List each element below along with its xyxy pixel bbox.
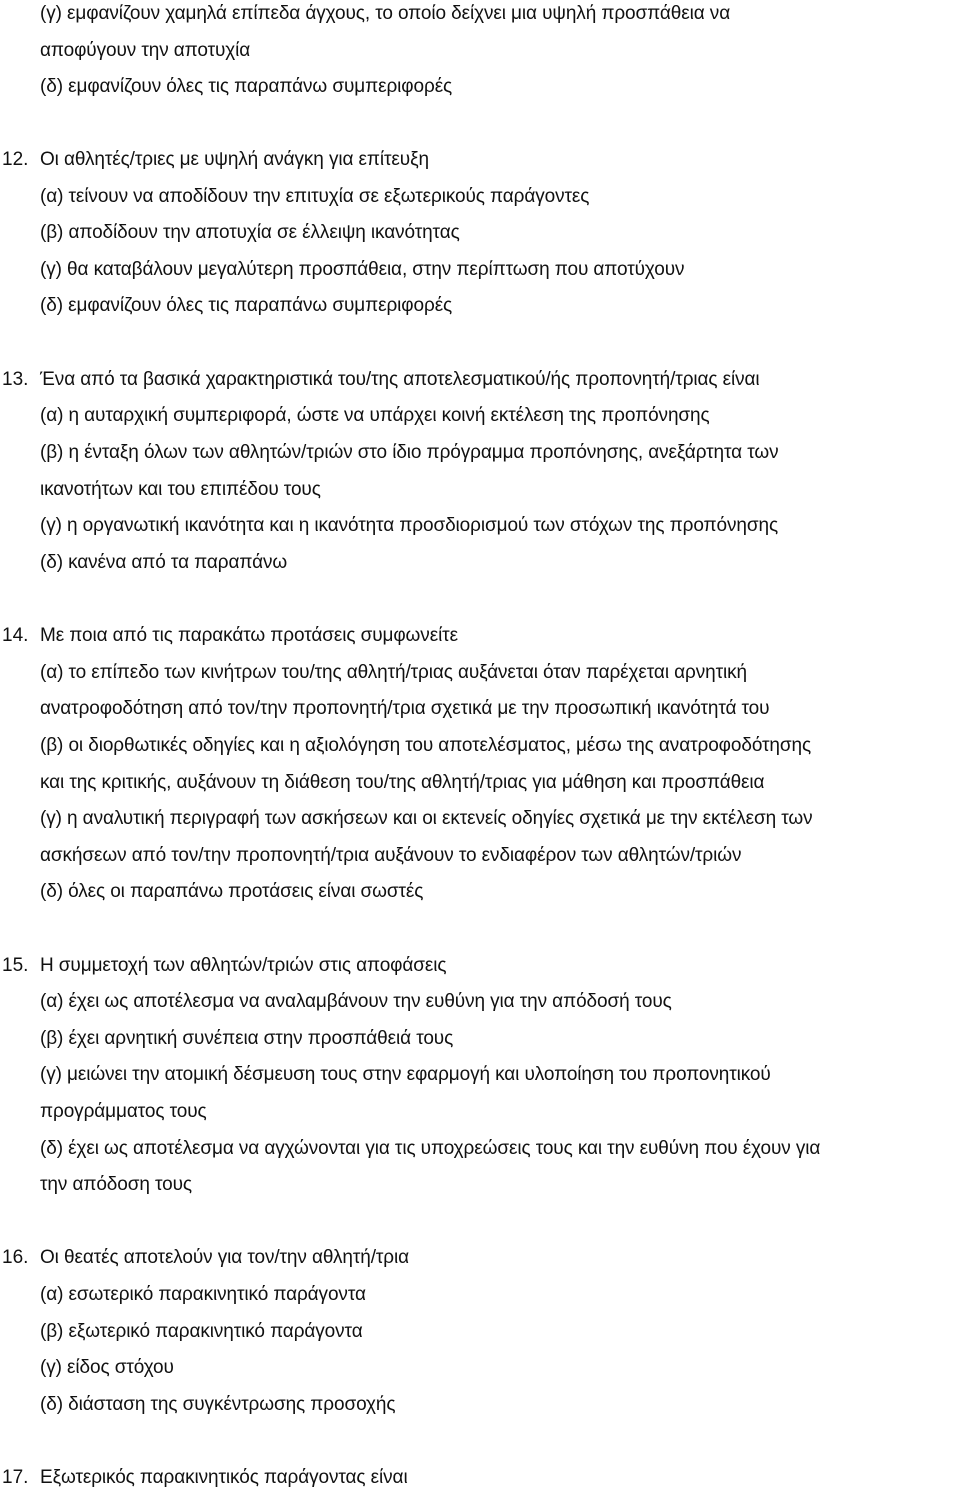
option-line: (δ) εμφανίζουν όλες τις παραπάνω συμπεριφορές bbox=[40, 76, 453, 97]
option-line: (γ) εμφανίζουν χαμηλά επίπεδα άγχους, το οποίο δείχνει μια υψηλή προσπάθεια να bbox=[40, 3, 731, 24]
option-line: ικανοτήτων και του επιπέδου τους bbox=[40, 479, 321, 500]
option-line: (γ) είδος στόχου bbox=[40, 1357, 174, 1378]
option-line: ανατροφοδότηση από τον/την προπονητή/τρια σχετικά με την προσωπική ικανότητά του bbox=[40, 698, 770, 719]
option-line: (β) οι διορθωτικές οδηγίες και η αξιολόγηση του αποτελέσματος, μέσω της ανατροφοδότησης bbox=[40, 735, 812, 756]
option-line: (β) εξωτερικό παρακινητικό παράγοντα bbox=[40, 1321, 363, 1342]
question-number: 15. bbox=[2, 955, 29, 976]
option-line: προγράμματος τους bbox=[40, 1101, 207, 1122]
question-number: 12. bbox=[2, 149, 29, 170]
option-line: (δ) διάσταση της συγκέντρωσης προσοχής bbox=[40, 1394, 396, 1415]
question-stem: Οι θεατές αποτελούν για τον/την αθλητή/τρια bbox=[40, 1247, 410, 1268]
question-stem: Εξωτερικός παρακινητικός παράγοντας είναι bbox=[40, 1467, 408, 1488]
option-line: (γ) μειώνει την ατομική δέσμευση τους στην εφαρμογή και υλοποίηση του προπονητικού bbox=[40, 1064, 771, 1085]
option-line: (δ) όλες οι παραπάνω προτάσεις είναι σωστές bbox=[40, 881, 424, 902]
option-line: (β) έχει αρνητική συνέπεια στην προσπάθειά τους bbox=[40, 1028, 454, 1049]
question-stem: Ένα από τα βασικά χαρακτηριστικά του/της αποτελεσματικού/ής προπονητή/τριας είναι bbox=[40, 369, 760, 390]
option-line: (δ) έχει ως αποτέλεσμα να αγχώνονται για τις υποχρεώσεις τους και την ευθύνη που έχουν για bbox=[40, 1138, 821, 1159]
option-line: (γ) η οργανωτική ικανότητα και η ικανότητα προσδιορισμού των στόχων της προπόνησης bbox=[40, 515, 779, 536]
question-stem: Η συμμετοχή των αθλητών/τριών στις αποφάσεις bbox=[40, 955, 447, 976]
option-line: (δ) κανένα από τα παραπάνω bbox=[40, 552, 288, 573]
option-line: (α) έχει ως αποτέλεσμα να αναλαμβάνουν την ευθύνη για την απόδοσή τους bbox=[40, 991, 672, 1012]
option-line: την απόδοση τους bbox=[40, 1174, 192, 1195]
option-line: (α) εσωτερικό παρακινητικό παράγοντα bbox=[40, 1284, 366, 1305]
option-line: (α) το επίπεδο των κινήτρων του/της αθλητή/τριας αυξάνεται όταν παρέχεται αρνητική bbox=[40, 662, 747, 683]
option-line: και της κριτικής, αυξάνουν τη διάθεση του/της αθλητή/τριας για μάθηση και προσπάθεια bbox=[40, 772, 765, 793]
option-line: (γ) θα καταβάλουν μεγαλύτερη προσπάθεια, στην περίπτωση που αποτύχουν bbox=[40, 259, 685, 280]
option-line: (α) τείνουν να αποδίδουν την επιτυχία σε εξωτερικούς παράγοντες bbox=[40, 186, 590, 207]
question-number: 13. bbox=[2, 369, 29, 390]
option-line: (δ) εμφανίζουν όλες τις παραπάνω συμπεριφορές bbox=[40, 295, 453, 316]
question-number: 17. bbox=[2, 1467, 29, 1488]
question-stem: Οι αθλητές/τριες με υψηλή ανάγκη για επίτευξη bbox=[40, 149, 429, 170]
option-line: (γ) η αναλυτική περιγραφή των ασκήσεων και οι εκτενείς οδηγίες σχετικά με την εκτέλεση των bbox=[40, 808, 813, 829]
question-number: 16. bbox=[2, 1247, 29, 1268]
option-line: (β) αποδίδουν την αποτυχία σε έλλειψη ικανότητας bbox=[40, 222, 460, 243]
option-line: αποφύγουν την αποτυχία bbox=[40, 40, 251, 61]
question-number: 14. bbox=[2, 625, 29, 646]
option-line: ασκήσεων από τον/την προπονητή/τρια αυξάνουν το ενδιαφέρον των αθλητών/τριών bbox=[40, 845, 742, 866]
option-line: (β) η ένταξη όλων των αθλητών/τριών στο ίδιο πρόγραμμα προπόνησης, ανεξάρτητα των bbox=[40, 442, 779, 463]
option-line: (α) η αυταρχική συμπεριφορά, ώστε να υπάρχει κοινή εκτέλεση της προπόνησης bbox=[40, 405, 710, 426]
question-stem: Με ποια από τις παρακάτω προτάσεις συμφωνείτε bbox=[40, 625, 458, 646]
